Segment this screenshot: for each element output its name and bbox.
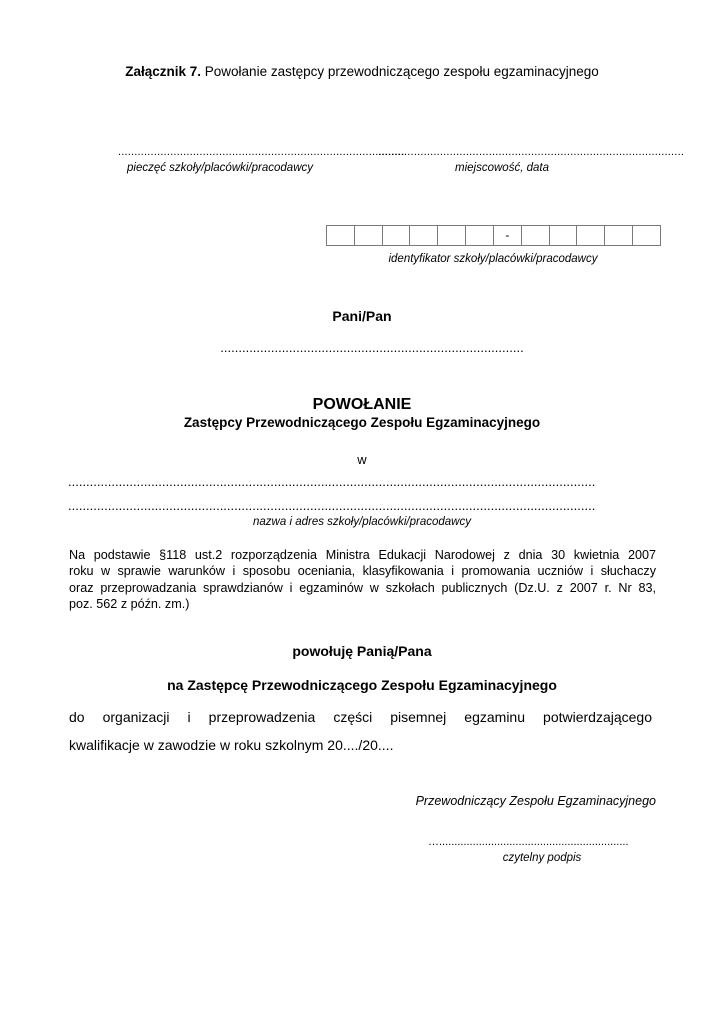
- identifier-cell[interactable]: [605, 225, 633, 246]
- salutation: Pani/Pan: [332, 308, 392, 324]
- appointment-line: powołuję Panią/Pana: [292, 643, 432, 659]
- attachment-label: Załącznik 7.: [125, 64, 202, 79]
- identifier-cell[interactable]: [410, 225, 438, 246]
- identifier-cell[interactable]: [327, 225, 355, 246]
- identifier-cell[interactable]: [577, 225, 605, 246]
- school-caption: nazwa i adres szkoły/placówki/pracodawcy: [253, 516, 471, 528]
- chairperson-title: Przewodniczący Zespołu Egzaminacyjnego: [415, 794, 656, 808]
- in-word: w: [357, 452, 367, 467]
- legal-line: Na podstawie §118 ust.2 rozporządzenia Ministra Edukacji Narodowej z dnia 30 kwietnia 2007: [69, 548, 656, 562]
- document-subtitle: Zastępcy Przewodniczącego Zespołu Egzaminacyjnego: [183, 415, 541, 430]
- school-name-field[interactable]: ..................................................................................................................................................: [68, 474, 596, 489]
- identifier-cell[interactable]: [550, 225, 578, 246]
- stamp-field[interactable]: ........................................................................................: [118, 146, 405, 158]
- stamp-caption: pieczęć szkoły/placówki/pracodawcy: [127, 162, 313, 174]
- legal-line: roku w sprawie warunków i sposobu oceniania, klasyfikowania i promowania uczniów i słuchaczy: [69, 564, 656, 579]
- identifier-cell[interactable]: [355, 225, 383, 246]
- recipient-name-field[interactable]: ....................................................................................: [220, 340, 524, 355]
- appointment-role: na Zastępcę Przewodniczącego Zespołu Egzaminacyjnego: [167, 677, 557, 693]
- signature-caption: czytelny podpis: [502, 852, 582, 864]
- signature-field[interactable]: …..............................................................: [428, 836, 629, 848]
- document-title: POWOŁANIE: [312, 396, 412, 413]
- school-address-field[interactable]: ..................................................................................................................................................: [68, 498, 596, 513]
- legal-line: oraz przeprowadzania sprawdzianów i egzaminów w szkołach publicznych (Dz.U. z 2007 r. Nr 83,: [69, 580, 656, 595]
- place-date-field[interactable]: ..............................................................................................: [378, 146, 685, 158]
- identifier-cell[interactable]: [633, 225, 661, 246]
- identifier-grid: [326, 225, 661, 246]
- legal-basis-paragraph: [69, 547, 656, 613]
- document-heading: [0, 64, 724, 79]
- identifier-separator: -: [494, 225, 522, 246]
- identifier-caption: identyfikator szkoły/placówki/pracodawcy: [388, 253, 598, 265]
- identifier-cell[interactable]: [383, 225, 411, 246]
- identifier-cell[interactable]: [522, 225, 550, 246]
- purpose-line: kwalifikacje w zawodzie w roku szkolnym 20..../20....: [69, 737, 394, 753]
- place-date-caption: miejscowość, data: [455, 162, 549, 174]
- identifier-cell[interactable]: [438, 225, 466, 246]
- purpose-line: do organizacji i przeprowadzenia części pisemnej egzaminu potwierdzającego: [69, 709, 652, 725]
- legal-line: poz. 562 z późn. zm.): [69, 597, 190, 612]
- heading-text: Powołanie zastępcy przewodniczącego zespołu egzaminacyjnego: [204, 64, 599, 79]
- identifier-cell[interactable]: [466, 225, 494, 246]
